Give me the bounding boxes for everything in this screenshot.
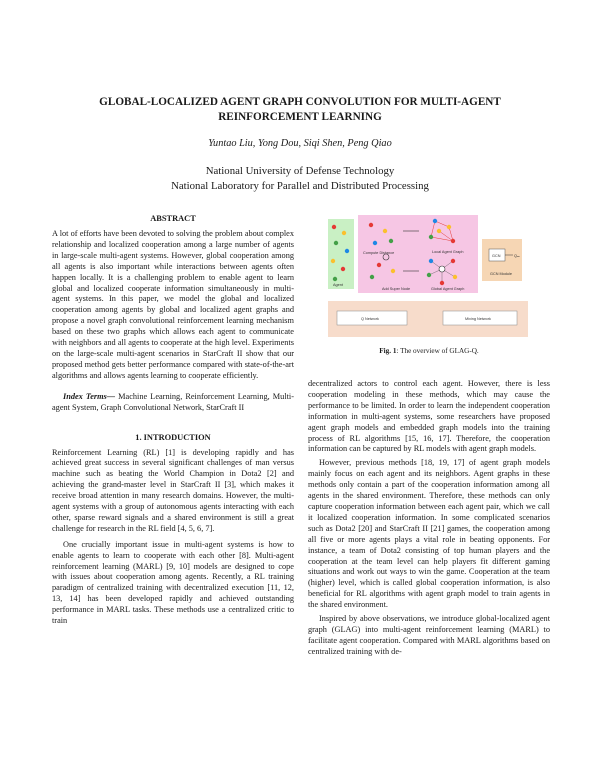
label-gcn-module: GCN Module: [490, 272, 512, 276]
intro-paragraph-4: However, previous methods [18, 19, 17] of agent graph models mainly focus on each agent and its neighbors. Agent graphs in these methods only contain a part of the cooperation information among all agents in the shared environment. Therefore, these methods can only capture cooperation information between each agent pair, which we call it localized cooperation information. In some complicated scenarios such as Dota2 [20] and StarCraft II [21] games, the cooperation among all five or more agents plays a vital role in beating opponents. For instance, a team of Dota2 consisting of top human players and the cooperation at the team level can help players fit different gaming situations and work out ways to win the game. Cooperation at the team (higher) level, which is called global cooperation information, is also beneficial for RL algorithms with agent graph model to train agents in the shared environment.: [308, 458, 550, 610]
intro-paragraph-1: Reinforcement Learning (RL) [1] is developing rapidly and has achieved great success in several significant challenges of man versus machine such as beating the World Champion in Dota2 [2] and achieving the grand-master level in StarCraft II [3], which makes it receive broad attention in many research domains. However, the multi-agent systems with a group of autonomous agents interacting with each other, sparse reward signals and a shared environment is still a great challenge for research in the RL field [4, 5, 6, 7].: [52, 447, 294, 533]
label-add-super-node: Add Super Node: [382, 287, 411, 291]
label-mixing-network: Mixing Network: [465, 317, 491, 321]
paper-authors: Yuntao Liu, Yong Dou, Siqi Shen, Peng Qiao: [208, 138, 392, 149]
figure-1-caption: [308, 347, 550, 355]
index-terms-label: Index Terms—: [63, 391, 116, 401]
intro-paragraph-2: One crucially important issue in multi-agent systems is how to enable agents to learn to cooperate with each other [8]. Multi-agent reinforcement learning (MARL) [9, 10] models are designed to cope with issues about cooperation among agents. Recently, a RL training paradigm of centralized training with decentralized execution [11, 12, 13, 14] has been developed rapidly and achieved outstanding performance in MARL tasks. These methods use a centralized critic to train: [52, 539, 294, 626]
affiliation-line-1: National University of Defense Technology: [205, 165, 395, 177]
abstract-text: A lot of efforts have been devoted to solving the problem about complex relationship and localized cooperation among a large number of agents in large-scale multi-agent systems. However, global cooperation among all agents is also important while interactions between agents often happen locally. It is a challenging problem to enable agent to learn global and localized cooperate information simultaneously in multi-agent systems. In this paper, we model the global and localized cooperation among agents by global and localized agent graphs and propose a novel graph convolutional reinforcement learning mechanism based on these two graphs which allows each agent to communicate with neighbors and all agents to cooperate at the high level. Experiments on the large-scale multi-agent scenarios in StarCraft II show that our proposed method gets better performance compared with state-of-the-art algorithms and allows agents learning to cooperate efficiently.: [52, 229, 294, 380]
paper-title: GLOBAL-LOCALIZED AGENT GRAPH CONVOLUTION FOR MULTI-AGENT REINFORCEMENT LEARNING: [99, 96, 501, 123]
affiliation: [60, 164, 540, 194]
label-global-agent-graph: Global Agent Graph: [431, 287, 465, 291]
figure-1-caption-label: Fig. 1: [379, 347, 397, 355]
agent-panel: [328, 219, 354, 289]
label-compute-distance: Compute Distance: [363, 251, 395, 255]
intro-paragraph-3: decentralized actors to control each agent. However, there is less cooperation modeling in these methods, which may cause the performance to be limited. In order to learn the independent cooperation information in multi-agent systems, some researchers have proposed agent graph models and embedded graph models into the training process of RL algorithms [15, 16, 17]. Therefore, the cooperation information can be captured by RL models with agent graph models.: [308, 379, 550, 454]
label-q-out: Qₐₙ: [514, 254, 520, 258]
intro-paragraph-5: Inspired by above observations, we introduce global-localized agent graph (GLAG) into multi-agent reinforcement learning (MARL) to facilitate agent cooperation. Compared with MARL algorithms based on centralized training with de-: [308, 614, 550, 656]
index-terms-text: Machine Learning, Reinforcement Learning, Multi-agent System, Graph Convolutional Network, StarCraft II: [52, 391, 294, 412]
figure-1-caption-text: : The overview of GLAG-Q.: [396, 347, 479, 355]
label-agent: Agent: [333, 283, 343, 287]
introduction-heading: 1. INTRODUCTION: [135, 432, 211, 442]
affiliation-line-2: National Laboratory for Parallel and Distributed Processing: [171, 180, 429, 192]
label-gcn: GCN: [492, 254, 501, 258]
label-local-agent-graph: Local Agent Graph: [432, 250, 464, 254]
figure-1-overview: [327, 213, 532, 340]
label-q-network: Q Network: [361, 317, 379, 321]
right-column: [308, 379, 550, 658]
abstract-heading: ABSTRACT: [150, 214, 196, 223]
left-column: [52, 214, 294, 627]
index-terms: [52, 392, 294, 414]
